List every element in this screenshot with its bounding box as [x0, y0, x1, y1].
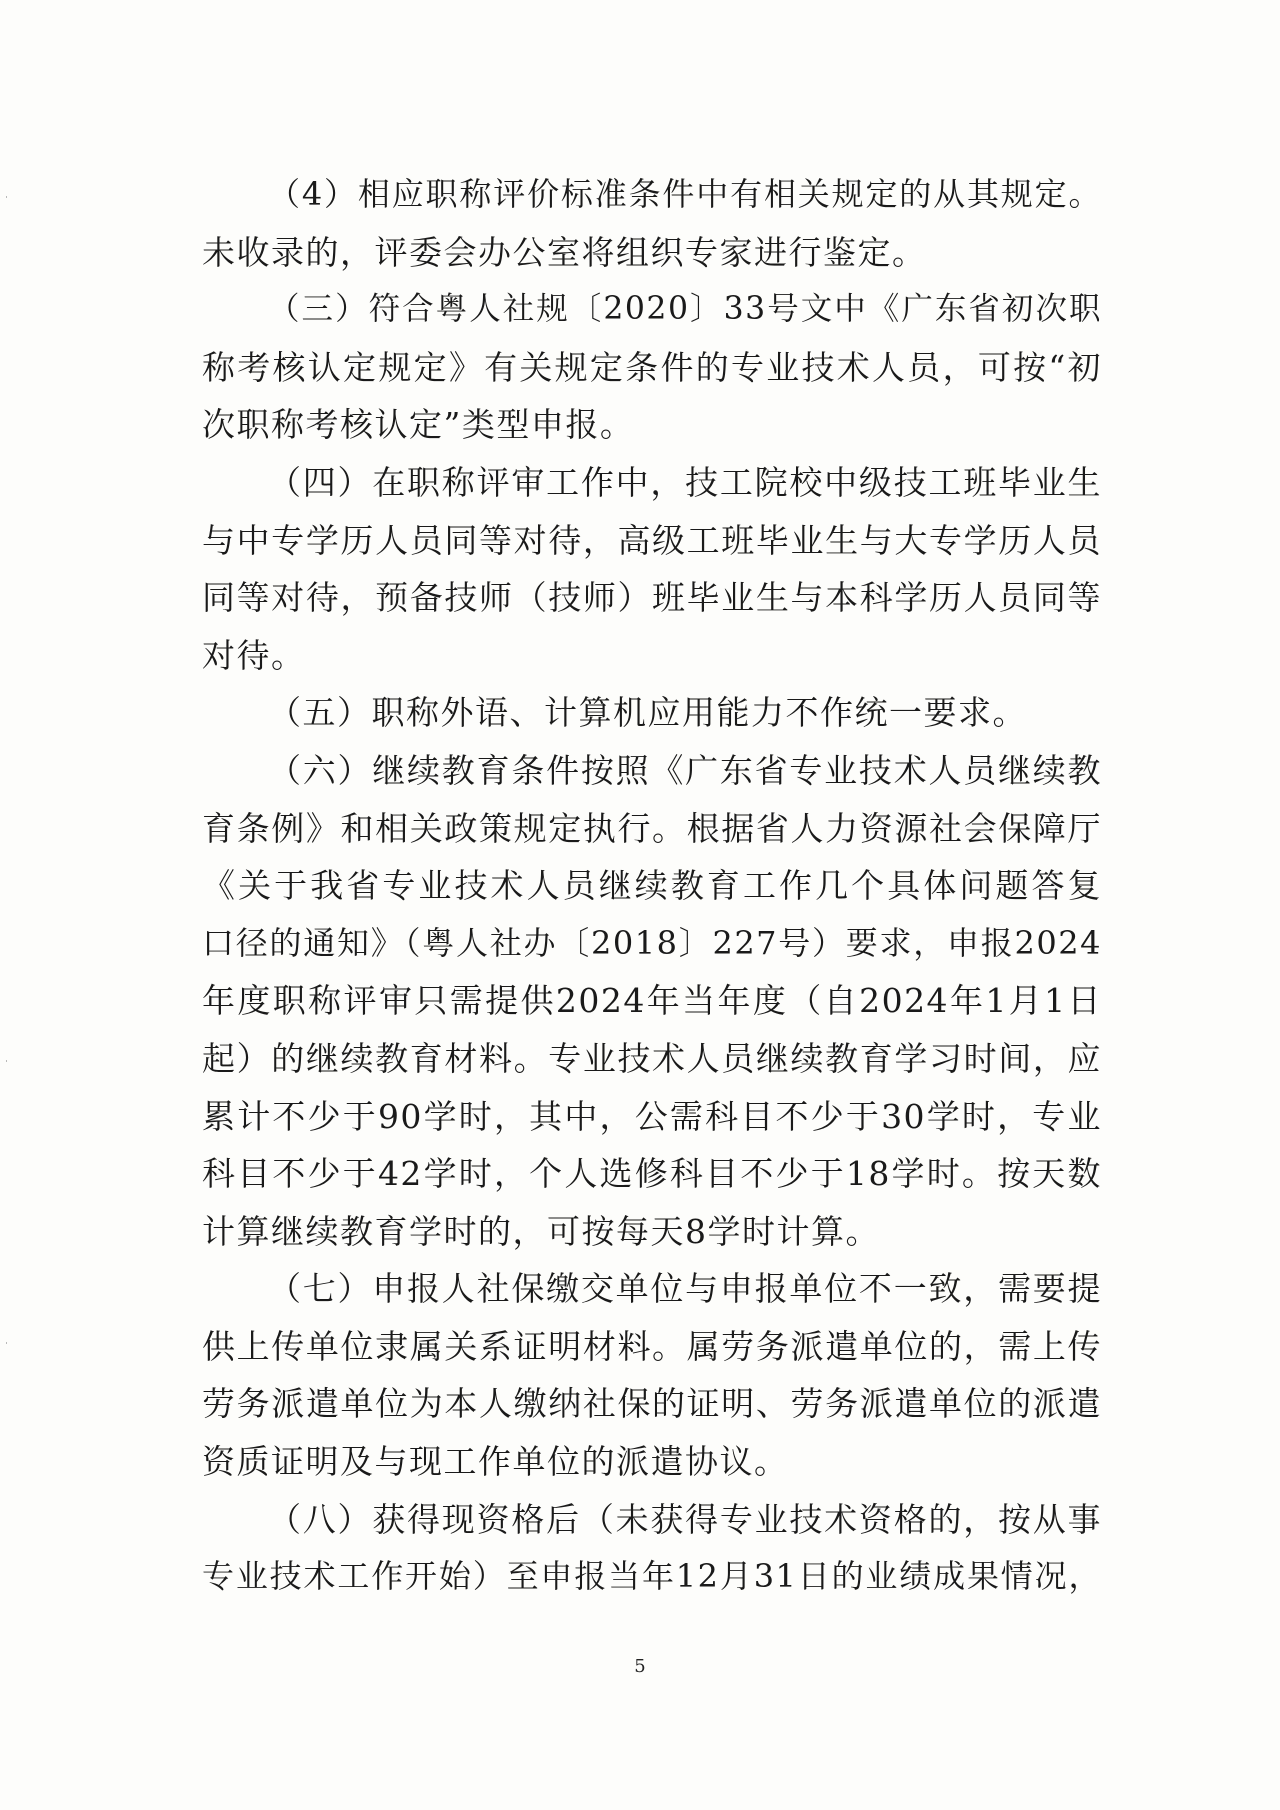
text-line: 劳务派遣单位为本人缴纳社保的证明、劳务派遣单位的派遣 [202, 1384, 1102, 1424]
text-line: （4）相应职称评价标准条件中有相关规定的从其规定。 [268, 175, 1102, 213]
text-line: （四）在职称评审工作中，技工院校中级技工班毕业生 [268, 462, 1102, 502]
text-line: 计算继续教育学时的，可按每天8学时计算。 [202, 1211, 880, 1251]
text-line: 年度职称评审只需提供2024年当年度（自2024年1月1日 [202, 981, 1102, 1021]
text-line: 口径的通知》（粤人社办〔2018〕227号）要求，申报2024 [202, 923, 1102, 962]
text-line: （八）获得现资格后（未获得专业技术资格的，按从事 [268, 1499, 1102, 1539]
text-line: 称考核认定规定》有关规定条件的专业技术人员，可按“初 [202, 347, 1102, 387]
page-number: 5 [634, 1656, 646, 1677]
text-line: （五）职称外语、计算机应用能力不作统一要求。 [268, 693, 1027, 733]
text-line: 次职称考核认定”类型申报。 [202, 405, 635, 445]
text-line: 与中专学历人员同等对待，高级工班毕业生与大专学历人员 [202, 520, 1102, 560]
text-line: （三）符合粤人社规〔2020〕33号文中《广东省初次职 [268, 291, 1102, 328]
text-line: 起）的继续教育材料。专业技术人员继续教育学习时间，应 [202, 1038, 1102, 1078]
text-line: 《关于我省专业技术人员继续教育工作几个具体问题答复 [202, 866, 1102, 906]
text-line: 累计不少于90学时，其中，公需科目不少于30学时，专业 [202, 1096, 1102, 1136]
text-line: 育条例》和相关政策规定执行。根据省人力资源社会保障厅 [202, 808, 1102, 848]
text-line: （七）申报人社保缴交单位与申报单位不一致，需要提 [268, 1269, 1102, 1309]
text-line: 同等对待，预备技师（技师）班毕业生与本科学历人员同等 [202, 578, 1102, 618]
text-line: （六）继续教育条件按照《广东省专业技术人员继续教 [268, 750, 1102, 790]
text-line: 未收录的，评委会办公室将组织专家进行鉴定。 [202, 232, 927, 272]
text-line: 专业技术工作开始）至申报当年12月31日的业绩成果情况， [202, 1557, 1102, 1596]
body-text [202, 166, 1102, 1606]
scan-edge-mark [6, 196, 7, 198]
text-line: 科目不少于42学时，个人选修科目不少于18学时。按天数 [202, 1154, 1102, 1194]
text-line: 对待。 [202, 635, 306, 675]
scan-edge-mark [6, 1342, 7, 1344]
scan-edge-mark [6, 1060, 7, 1062]
text-line: 资质证明及与现工作单位的派遣协议。 [202, 1442, 789, 1482]
text-line: 供上传单位隶属关系证明材料。属劳务派遣单位的，需上传 [202, 1326, 1102, 1366]
